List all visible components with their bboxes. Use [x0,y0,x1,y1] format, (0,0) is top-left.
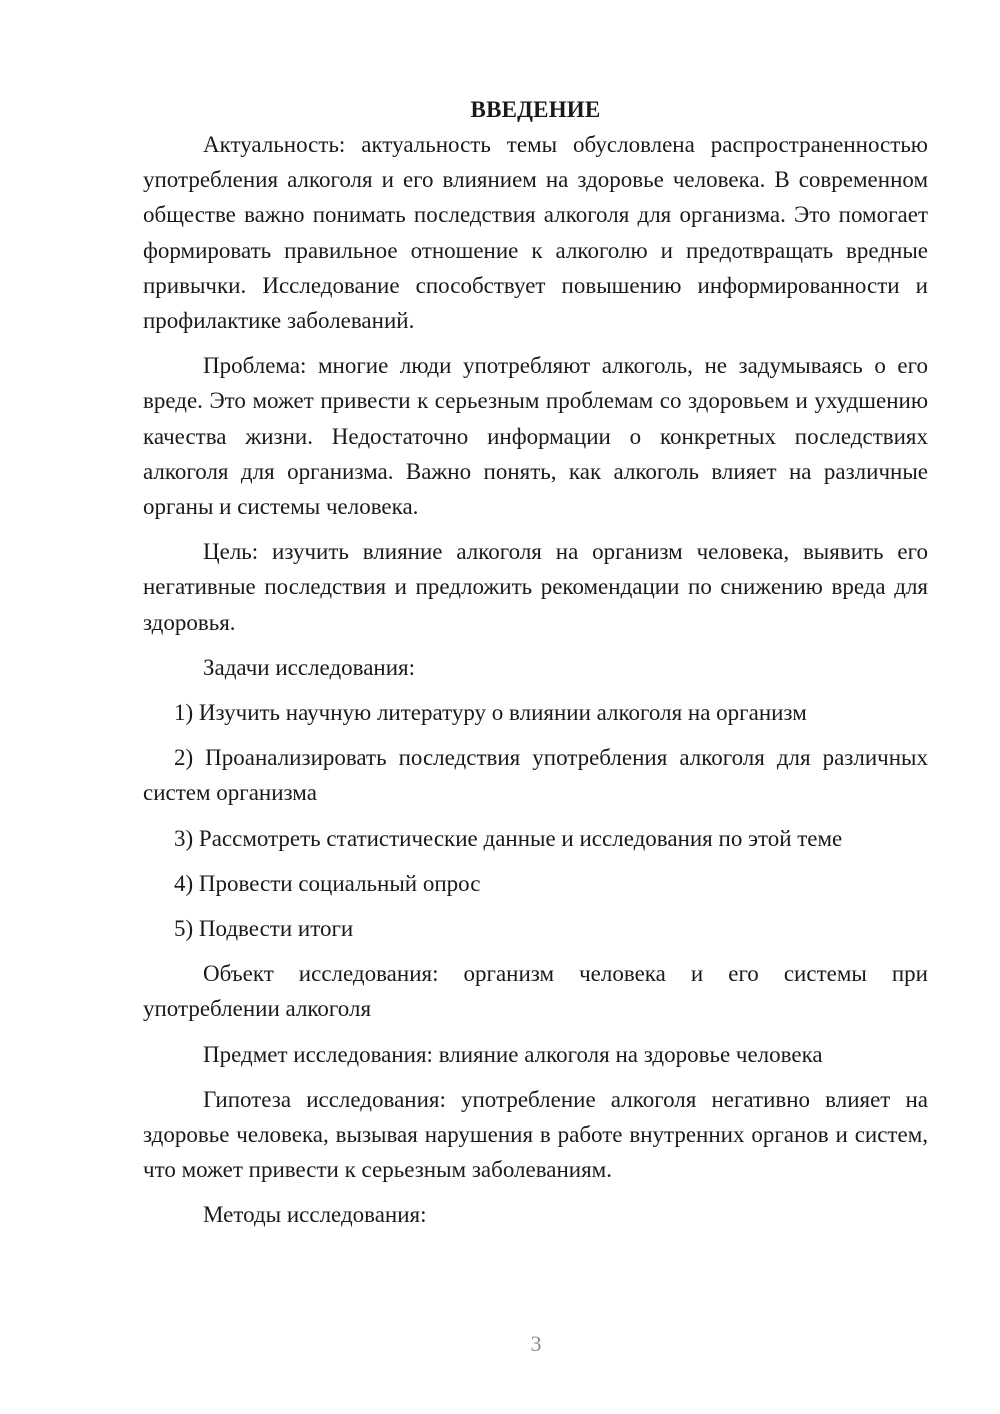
paragraph-problem: Проблема: многие люди употребляют алкоголь, не задумываясь о его вреде. Это может привести к серьезным проблемам со здоровьем и ухудшению качества жизни. Недостаточно информации о конкретных последствиях алкоголя для организма. Важно понять, как алкоголь влияет на различные органы и системы человека. [143,353,928,520]
paragraph-object: Объект исследования: организм человека и его системы при употреблении алкоголя [143,961,928,1022]
page-number: 3 [530,1331,542,1356]
paragraph-methods: Методы исследования: [203,1202,427,1228]
section-title: ВВЕДЕНИЕ [470,97,601,122]
task-item-4: 4) Провести социальный опрос [174,870,481,896]
task-item-3: 3) Рассмотреть статистические данные и исследования по этой теме [174,825,843,851]
task-item-1: 1) Изучить научную литературу о влиянии алкоголя на организм [174,700,807,726]
paragraph-subject: Предмет исследования: влияние алкоголя на здоровье человека [203,1041,823,1067]
document-page [143,92,928,1243]
paragraph-tasks-heading: Задачи исследования: [203,654,416,680]
paragraph-relevance: Актуальность: актуальность темы обусловлена распространенностью употребления алкоголя и его влиянием на здоровье человека. В современном обществе важно понимать последствия алкоголя для организма. Это помогает формировать правильное отношение к алкоголю и предотвращать вредные привычки. Исследование способствует повышению информированности и профилактике заболеваний. [143,132,928,334]
paragraph-goal: Цель: изучить влияние алкоголя на организм человека, выявить его негативные последствия и предложить рекомендации по снижению вреда для здоровья. [143,539,928,635]
paragraph-hypothesis: Гипотеза исследования: употребление алкоголя негативно влияет на здоровье человека, вызывая нарушения в работе внутренних органов и систем, что может привести к серьезным заболеваниям. [143,1086,928,1183]
task-item-2: 2) Проанализировать последствия употребления алкоголя для различных систем организма [143,745,928,806]
task-item-5: 5) Подвести итоги [174,916,354,942]
